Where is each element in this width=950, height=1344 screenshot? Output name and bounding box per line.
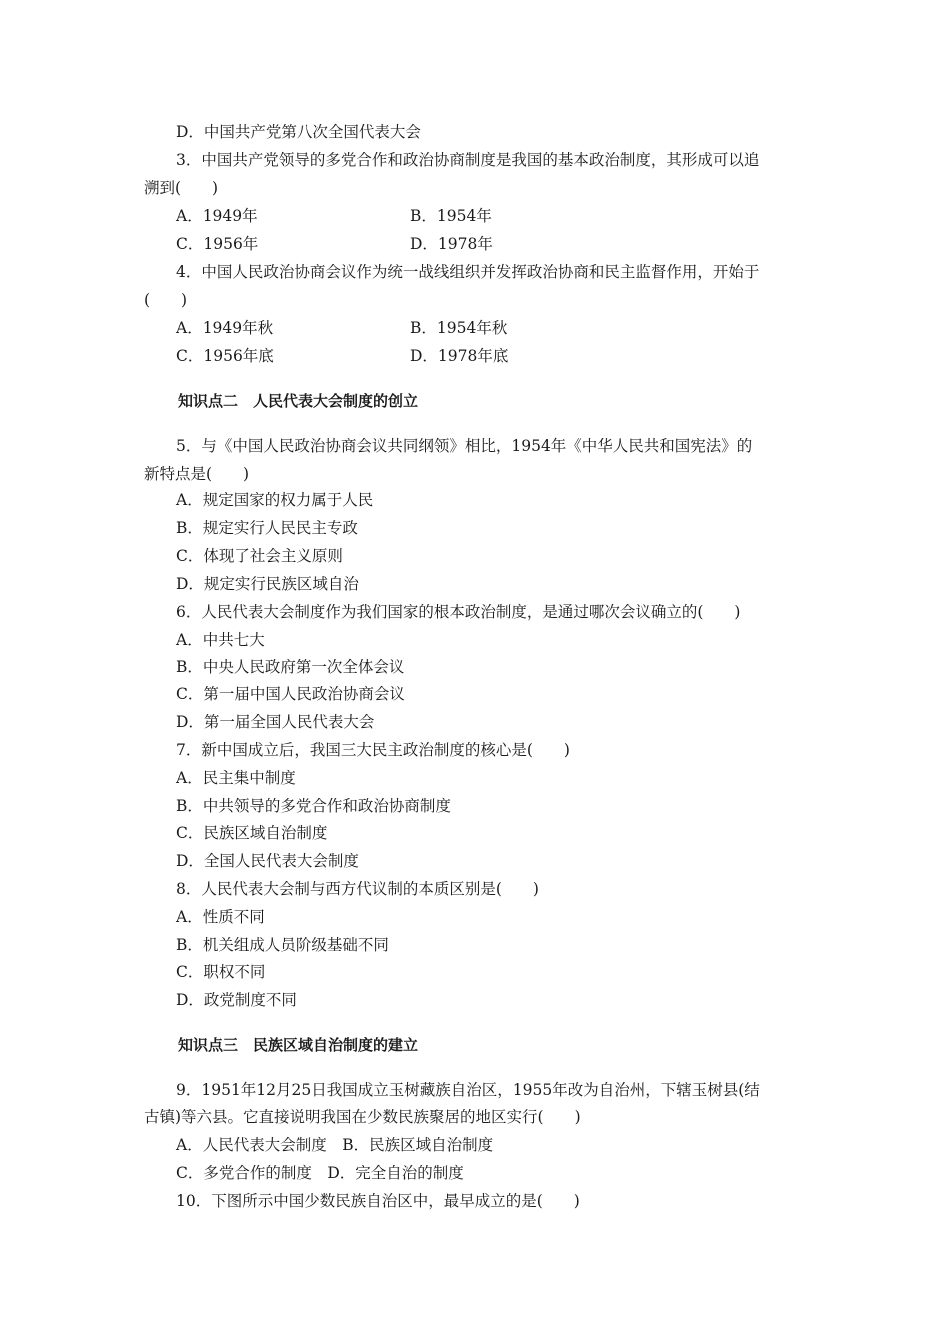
q9-options-line1: A．人民代表大会制度 B．民族区域自治制度 (176, 1136, 494, 1154)
q9-options-line2: C．多党合作的制度 D．完全自治的制度 (176, 1164, 464, 1182)
q6-option-c: C．第一届中国人民政治协商会议 (176, 685, 405, 703)
q4-option-b: B．1954年秋 (410, 319, 508, 337)
q5-option-b: B．规定实行人民民主专政 (176, 519, 358, 537)
q4-option-c: C．1956年底 (176, 347, 274, 365)
q7-option-c: C．民族区域自治制度 (176, 824, 328, 842)
q5-option-c: C．体现了社会主义原则 (176, 547, 343, 565)
q6-option-a: A．中共七大 (176, 631, 265, 649)
q9-stem-line1: 9．1951年12月25日我国成立玉树藏族自治区，1955年改为自治州，下辖玉树县(结 (176, 1081, 760, 1099)
q7-option-a: A．民主集中制度 (176, 769, 296, 787)
q6-option-b: B．中央人民政府第一次全体会议 (176, 658, 405, 676)
q3-option-d: D．1978年 (410, 235, 493, 253)
q5-stem-line2: 新特点是( ) (144, 465, 250, 483)
q3-option-c: C．1956年 (176, 235, 259, 253)
section-heading-3: 知识点三 民族区域自治制度的建立 (178, 1036, 419, 1054)
q10-stem: 10．下图所示中国少数民族自治区中，最早成立的是( ) (176, 1192, 580, 1210)
q9-stem-line2: 古镇)等六县。它直接说明我国在少数民族聚居的地区实行( ) (144, 1108, 581, 1126)
q4-option-a: A．1949年秋 (176, 319, 274, 337)
q3-option-b: B．1954年 (410, 207, 492, 225)
q8-stem: 8．人民代表大会制与西方代议制的本质区别是( ) (176, 880, 539, 898)
q8-option-c: C．职权不同 (176, 963, 266, 981)
q4-option-d: D．1978年底 (410, 347, 509, 365)
q4-stem-line2: ( ) (144, 291, 188, 309)
q7-stem: 7．新中国成立后，我国三大民主政治制度的核心是( ) (176, 741, 570, 759)
q3-stem-line1: 3．中国共产党领导的多党合作和政治协商制度是我国的基本政治制度，其形成可以追 (176, 151, 760, 169)
q6-stem: 6．人民代表大会制度作为我们国家的根本政治制度，是通过哪次会议确立的( ) (176, 603, 741, 621)
q7-option-b: B．中共领导的多党合作和政治协商制度 (176, 797, 451, 815)
q6-option-d: D．第一届全国人民代表大会 (176, 713, 375, 731)
q8-option-d: D．政党制度不同 (176, 991, 297, 1009)
q7-option-d: D．全国人民代表大会制度 (176, 852, 359, 870)
section-heading-2: 知识点二 人民代表大会制度的创立 (178, 392, 419, 410)
q8-option-b: B．机关组成人员阶级基础不同 (176, 936, 389, 954)
q8-option-a: A．性质不同 (176, 908, 265, 926)
q3-stem-line2: 溯到( ) (144, 179, 219, 197)
q2-option-d: D．中国共产党第八次全国代表大会 (176, 123, 421, 141)
q5-stem-line1: 5．与《中国人民政治协商会议共同纲领》相比，1954年《中华人民共和国宪法》的 (176, 437, 753, 455)
q4-stem-line1: 4．中国人民政治协商会议作为统一战线组织并发挥政治协商和民主监督作用，开始于 (176, 263, 760, 281)
q3-option-a: A．1949年 (176, 207, 258, 225)
q5-option-d: D．规定实行民族区域自治 (176, 575, 359, 593)
q5-option-a: A．规定国家的权力属于人民 (176, 491, 374, 509)
